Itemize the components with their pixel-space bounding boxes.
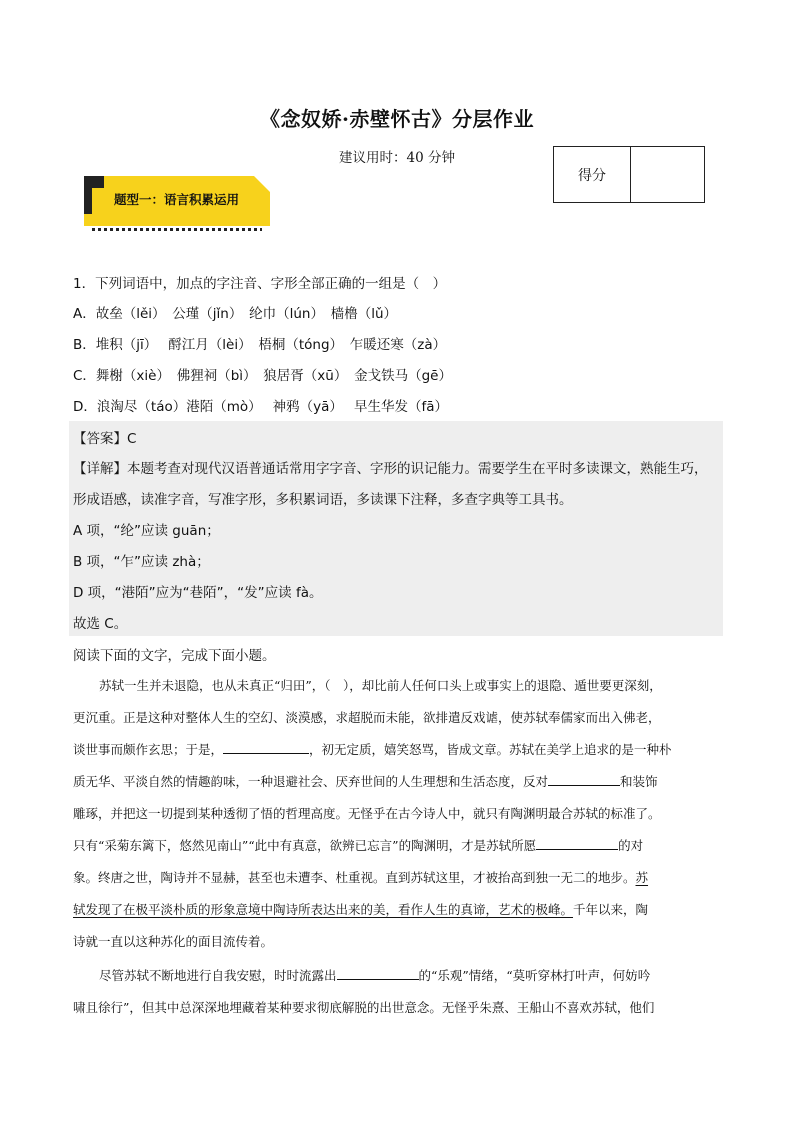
passage-line: 啸且徐行”，但其中总深深地埋藏着某种要求彻底解脱的出世意念。无怪乎朱熹、王船山不喜欢苏轼，他们 bbox=[73, 1000, 655, 1015]
blank-2[interactable] bbox=[548, 774, 620, 786]
option-d: D．浪淘尽（táo）港陌（mò） 神鸦（yā） 早生华发（fā） bbox=[73, 399, 449, 415]
option-c: C．舞榭（xiè） 佛狸祠（bì） 狼居胥（xū） 金戈铁马（gē） bbox=[73, 368, 452, 384]
option-a: A．故垒（lěi） 公瑾（jǐn） 纶巾（lún） 樯橹（lǔ） bbox=[73, 306, 398, 322]
tag-dotted-line bbox=[92, 228, 262, 231]
suggested-time: 建议用时：40 分钟 bbox=[339, 150, 455, 166]
passage-line bbox=[73, 868, 723, 888]
reading-intro: 阅读下面的文字，完成下面小题。 bbox=[73, 648, 276, 664]
section-tag bbox=[84, 176, 270, 226]
option-b: B．堆积（jī） 酹江月（lèi） 梧桐（tóng） 乍暖还寒（zà） bbox=[73, 337, 447, 353]
detail-line-2: 形成语感，读准字音，写准字形，多积累词语，多读课下注释，多查字典等工具书。 bbox=[73, 492, 573, 508]
passage-text: 和装饰 bbox=[620, 774, 658, 789]
passage-line bbox=[73, 900, 723, 920]
passage-line bbox=[73, 740, 723, 760]
detail-item-b: B 项，“乍”应读 zhà； bbox=[73, 554, 210, 570]
passage-line: 苏轼一生并未退隐，也从未真正“归田”，（ ），却比前人任何口头上或事实上的退隐、遁世要更深刻， bbox=[99, 678, 662, 693]
page-title: 《念奴娇·赤壁怀古》分层作业 bbox=[260, 107, 534, 131]
passage-text: 的对 bbox=[618, 838, 644, 853]
passage-text: 谈世事而颇作玄思；于是， bbox=[73, 742, 224, 757]
passage-text: 尽管苏轼不断地进行自我安慰，时时流露出 bbox=[99, 968, 337, 983]
passage-text: 的“乐观”情绪，“莫听穿林打叶声，何妨吟 bbox=[418, 968, 651, 983]
underlined-sentence: 苏 bbox=[635, 870, 649, 885]
detail-item-d: D 项，“港陌”应为“巷陌”，“发”应读 fà。 bbox=[73, 585, 323, 601]
answer-line: 【答案】C bbox=[73, 431, 137, 447]
detail-line-1: 【详解】本题考查对现代汉语普通话常用字字音、字形的识记能力。需要学生在平时多读课文，熟能生巧， bbox=[73, 461, 708, 477]
passage-line bbox=[73, 836, 723, 856]
section-tag-label: 题型一：语言积累运用 bbox=[114, 192, 240, 207]
passage-line: 雕琢，并把这一切提到某种透彻了悟的哲理高度。无怪乎在古今诗人中，就只有陶渊明最合苏轼的标准了。 bbox=[73, 806, 661, 821]
passage-line: 诗就一直以这种苏化的面目流传着。 bbox=[73, 934, 274, 949]
blank-4[interactable] bbox=[337, 968, 419, 980]
score-label: 得分 bbox=[554, 147, 631, 202]
tag-notch bbox=[254, 176, 270, 192]
conclusion: 故选 C。 bbox=[73, 616, 128, 632]
score-value-cell[interactable] bbox=[631, 147, 704, 202]
question-stem: 1．下列词语中，加点的字注音、字形全部正确的一组是（ ） bbox=[73, 276, 447, 292]
passage-line bbox=[73, 966, 723, 986]
passage-text: 千年以来，陶 bbox=[573, 902, 649, 917]
blank-1[interactable] bbox=[223, 742, 309, 754]
passage-text: ，初无定质，嬉笑怒骂，皆成文章。苏轼在美学上追求的是一种朴 bbox=[309, 742, 672, 757]
passage-line bbox=[73, 772, 723, 792]
score-box bbox=[553, 146, 705, 203]
passage-text: 只有“采菊东篱下，悠然见南山”“此中有真意，欲辨已忘言”的陶渊明，才是苏轼所愿 bbox=[73, 838, 537, 853]
passage-text: 质无华、平淡自然的情趣韵味，一种退避社会、厌弃世间的人生理想和生活态度，反对 bbox=[73, 774, 549, 789]
tag-decoration-top bbox=[84, 176, 104, 188]
blank-3[interactable] bbox=[536, 838, 618, 850]
detail-item-a: A 项，“纶”应读 guān； bbox=[73, 523, 220, 539]
passage-text: 象。终唐之世，陶诗并不显赫，甚至也未遭李、杜重视。直到苏轼这里，才被抬高到独一无二的地步。 bbox=[73, 870, 636, 885]
passage-line: 更沉重。正是这种对整体人生的空幻、淡漠感，求超脱而未能，欲排遣反戏谑，使苏轼奉儒家而出入佛老， bbox=[73, 710, 661, 725]
underlined-sentence: 轼发现了在极平淡朴质的形象意境中陶诗所表达出来的美，看作人生的真谛，艺术的极峰。 bbox=[73, 902, 574, 917]
